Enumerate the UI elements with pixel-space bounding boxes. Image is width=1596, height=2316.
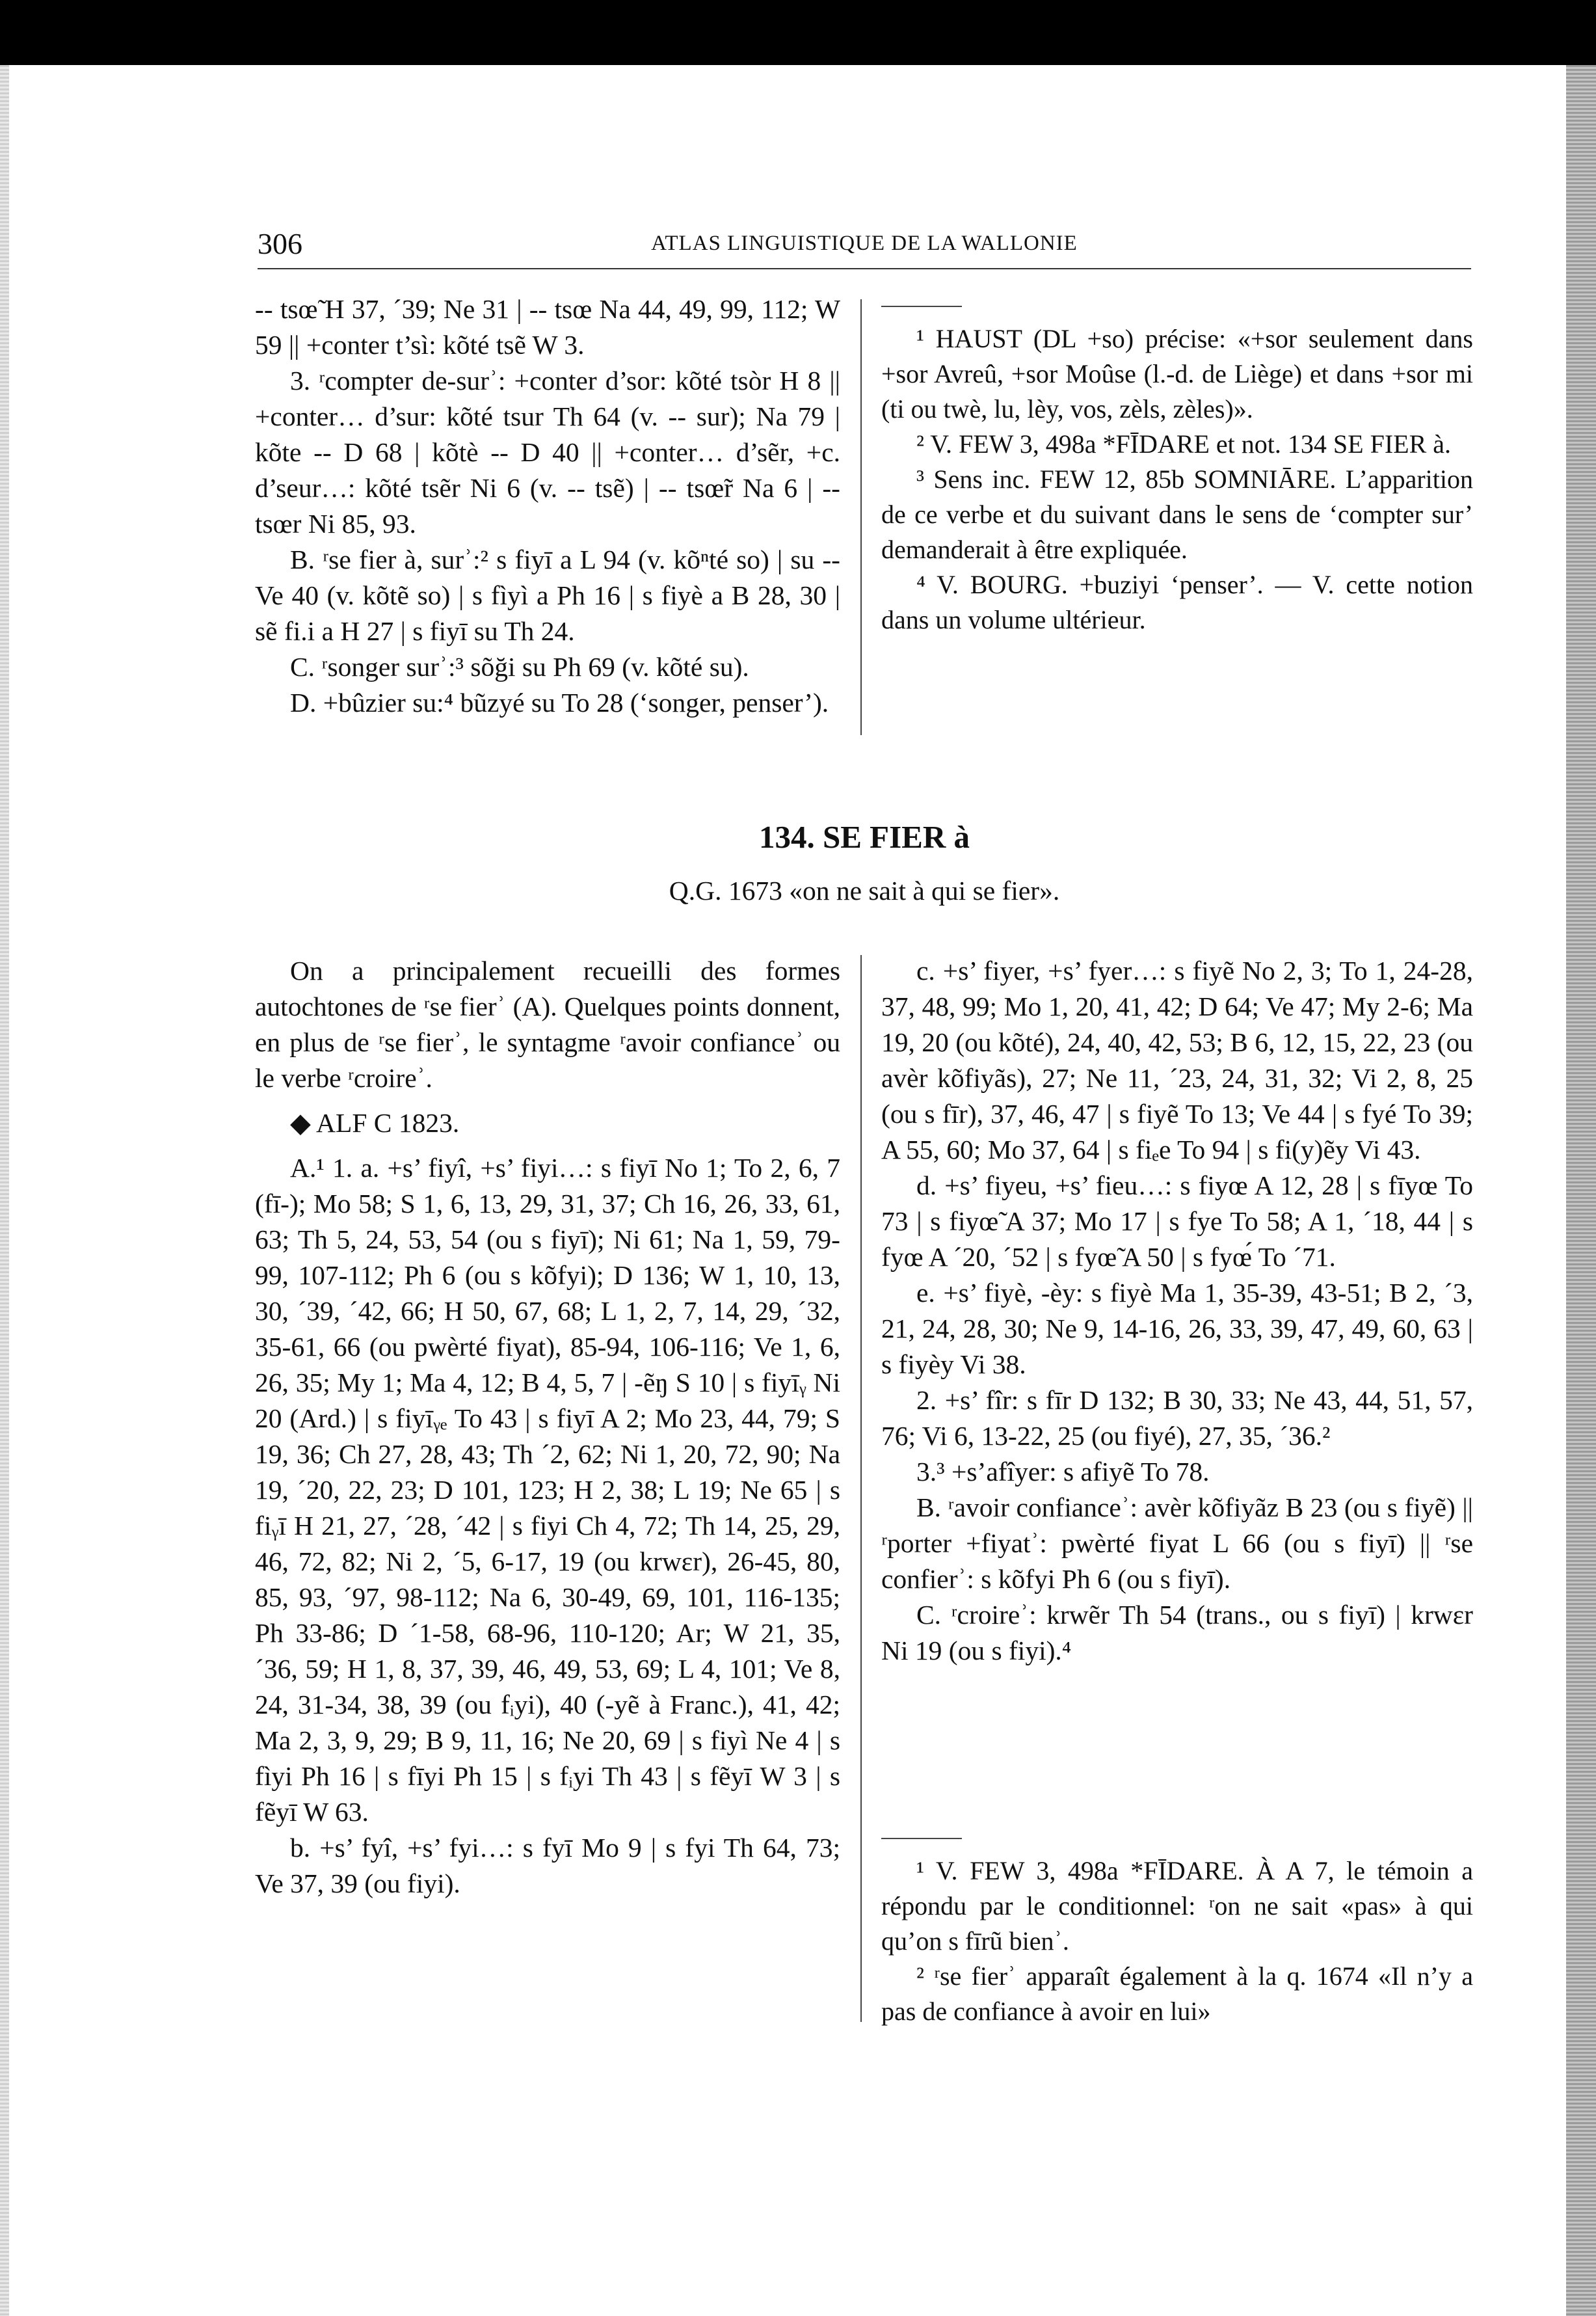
column-divider-bottom — [860, 955, 862, 2022]
page-header — [258, 226, 1471, 272]
section-subtitle: Q.G. 1673 «on ne sait à qui se fier». — [669, 876, 1060, 906]
running-title: ATLAS LINGUISTIQUE DE LA WALLONIE — [651, 232, 1078, 255]
paragraph: -- tsœ̃ H 37, ´39; Ne 31 | -- tsœ Na 44, 49, 99, 112; W 59 || +conter t’sì: kõté tsẽ W 3. — [255, 294, 840, 360]
footnote: ¹ HAUST (DL +so) précise: «+sor seulement dans +sor Avreû, +sor Moûse (l.-d. de Liège) et dans +sor mi (ti ou twè, lu, lèy, vos, zèls, zèles)». — [881, 324, 1473, 424]
footnote: ³ Sens inc. FEW 12, 85b SOMNIĀRE. L’apparition de ce verbe et du suivant dans le sens de ‘compter sur’ demanderait à être expliquée. — [881, 465, 1473, 564]
forms-list-a1a: A.¹ 1. a. +s’ fiyî, +s’ fiyi…: s fiyī No 1; To 2, 6, 7 (fī-); Mo 58; S 1, 6, 13, 29, 31, 37; Ch 16, 26, 33, 61, 63; Th 5, 24, 53, 54 (ou s fiyī); Ni 61; Na 1, 59, 79-99, 107-112; Ph 6 (ou s kõfyi); D 136; W 1, 10, 13, 30, ´39, ´42, 66; H 50, 67, 68; L 1, 2, 7, 14, 29, ´32, 35-61, 66 (ou pwèrté fiyat), 85-94, 106-116; Ve 1, 6, 26, 35; My 1; Ma 4, 12; B 4, 5, 7 | -ẽŋ S 10 | s fiyīᵧ Ni 20 (Ard.) | s fiyīᵧₑ To 43 | s fiyī A 2; Mo 23, 44, 79; S 19, 36; Ch 27, 28, 43; Th ´2, 62; Ni 1, 20, 72, 90; Na 19, ´20, 22, 23; D 101, 123; H 2, 38; L 19; Ne 65 | s fiᵧī H 21, 27, ´28, ´42 | s fiyi Ch 4, 72; Th 14, 25, 29, 46, 72, 82; Ni 2, ´5, 6-17, 19 (ou krwɛr), 26-45, 80, 85, 93, ´97, 98-112; Na 6, 30-49, 69, 101, 116-135; Ph 33-86; D ´1-58, 68-96, 110-120; Ar; W 21, 35, ´36, 59; H 1, 8, 37, 39, 46, 49, 53, 69; L 4, 101; Ve 8, 24, 31-34, 38, 39 (ou fᵢyi), 40 (-yẽ à Franc.), 41, 42; Ma 2, 3, 9, 29; B 9, 11, 16; Ne 20, 69 | s fiyì Ne 4 | s fìyi Ph 16 | s fīyi Ph 15 | s fᵢyi Th 43 | s fẽyī W 3 | s fẽyī W 63. — [255, 1153, 840, 1827]
alf-reference: ◆ ALF C 1823. — [290, 1108, 460, 1138]
forms-list-a3: 3.³ +s’afîyer: s afiyẽ To 78. — [916, 1457, 1210, 1487]
forms-list-c: C. ʳcroireʾ: krwẽr Th 54 (trans., ou s fiyī) | krwɛr Ni 19 (ou s fiyi).⁴ — [881, 1600, 1473, 1665]
footnote-rule — [881, 306, 962, 307]
column-divider-top — [860, 299, 862, 735]
paragraph: D. +bûzier su:⁴ bũzyé su To 28 (‘songer, penser’). — [290, 688, 829, 718]
footnote: ⁴ V. BOURG. +buziyi ‘penser’. — V. cette notion dans un volume ultérieur. — [881, 570, 1473, 634]
paragraph: B. ʳse fier à, surʾ:² s fiyī a L 94 (v. kõⁿté so) | su -- Ve 40 (v. kõtẽ so) | s fìyì a Ph 16 | s fiyè a B 28, 30 | sẽ fi.i a H 27 | s fiyī su Th 24. — [255, 545, 840, 646]
forms-list-a1d: d. +s’ fiyeu, +s’ fieu…: s fiyœ A 12, 28 | s fīyœ To 73 | s fiyœ̃ A 37; Mo 17 | s fye To 58; A 1, ´18, 44 | s fyœ A ´20, ´52 | s fyœ̃ A 50 | s fyœ́ To ´71. — [881, 1170, 1473, 1272]
paragraph: C. ʳsonger surʾ:³ sõği su Ph 69 (v. kõté su). — [290, 652, 749, 682]
page-number: 306 — [258, 227, 302, 260]
section-title: 134. SE FIER à — [758, 819, 970, 855]
scan-top-band — [0, 0, 1596, 65]
footnote: ² ʳse fierʾ apparaît également à la q. 1674 «Il n’y a pas de confiance à avoir en lui» — [881, 1961, 1473, 2026]
bottom-footnotes — [881, 1831, 1473, 2029]
footnote: ¹ V. FEW 3, 498a *FĪDARE. À A 7, le témoin a répondu par le conditionnel: ʳon ne sait «pas» à qui qu’on s fīrũ bienʾ. — [881, 1856, 1473, 1956]
section-left-column — [255, 953, 840, 1902]
footnote: ² V. FEW 3, 498a *FĪDARE et not. 134 SE FIER à. — [916, 429, 1452, 459]
forms-list-b: B. ʳavoir confianceʾ: avèr kõfiyãz B 23 (ou s fiyẽ) || ʳporter +fiyatʾ: pwèrté fiyat L 66 (ou s fiyī) || ʳse confierʾ: s kõfyi Ph 6 (ou s fiyī). — [881, 1492, 1473, 1594]
top-footnotes — [881, 299, 1473, 638]
header-rule — [258, 268, 1471, 269]
forms-list-a2: 2. +s’ fîr: s fīr D 132; B 30, 33; Ne 43, 44, 51, 57, 76; Vi 6, 13-22, 25 (ou fiyé), 27, 35, ´36.² — [881, 1385, 1473, 1451]
forms-list-a1b: b. +s’ fyî, +s’ fyi…: s fyī Mo 9 | s fyi Th 64, 73; Ve 37, 39 (ou fiyi). — [255, 1833, 840, 1898]
paragraph: 3. ʳcompter de-surʾ: +conter d’sor: kõté tsòr H 8 || +conter… d’sur: kõté tsur Th 64 (v. -- sur); Na 79 | kõte -- D 68 | kõtè -- D 40 || +conter… d’sẽr, +c. d’seur…: kõté tsẽr Ni 6 (v. -- tsẽ) | -- tsœ̃r Na 6 | -- tsœr Ni 85, 93. — [255, 366, 840, 539]
intro-paragraph: On a principalement recueilli des formes autochtones de ʳse fierʾ (A). Quelques points donnent, en plus de ʳse fierʾ, le syntagme ʳavoir confianceʾ ou le verbe ʳcroireʾ. — [255, 956, 840, 1093]
forms-list-a1c: c. +s’ fiyer, +s’ fyer…: s fiyẽ No 2, 3; To 1, 24-28, 37, 48, 99; Mo 1, 20, 41, 42; D 64; Ve 47; My 2-6; Ma 19, 20 (ou kõté), 24, 40, 42, 53; B 6, 12, 15, 22, 23 (ou avèr kõfiyãs), 27; Ne 11, ´23, 24, 31, 32; Vi 2, 8, 25 (ou s fīr), 37, 46, 47 | s fiyẽ To 13; Ve 44 | s fyé To 39; A 55, 60; Mo 37, 64 | s fiₑe To 94 | s fi(y)ẽy Vi 43. — [881, 956, 1473, 1165]
footnote-rule — [881, 1838, 962, 1839]
scan-right-edge — [1566, 65, 1596, 2316]
forms-list-a1e: e. +s’ fiyè, -èy: s fiyè Ma 1, 35-39, 43-51; B 2, ´3, 21, 24, 28, 30; Ne 9, 14-16, 26, 33, 39, 47, 49, 60, 63 | s fiyèy Vi 38. — [881, 1278, 1473, 1379]
scan-left-edge — [0, 65, 9, 2316]
section-right-column — [881, 953, 1473, 1669]
top-left-column — [255, 291, 840, 721]
